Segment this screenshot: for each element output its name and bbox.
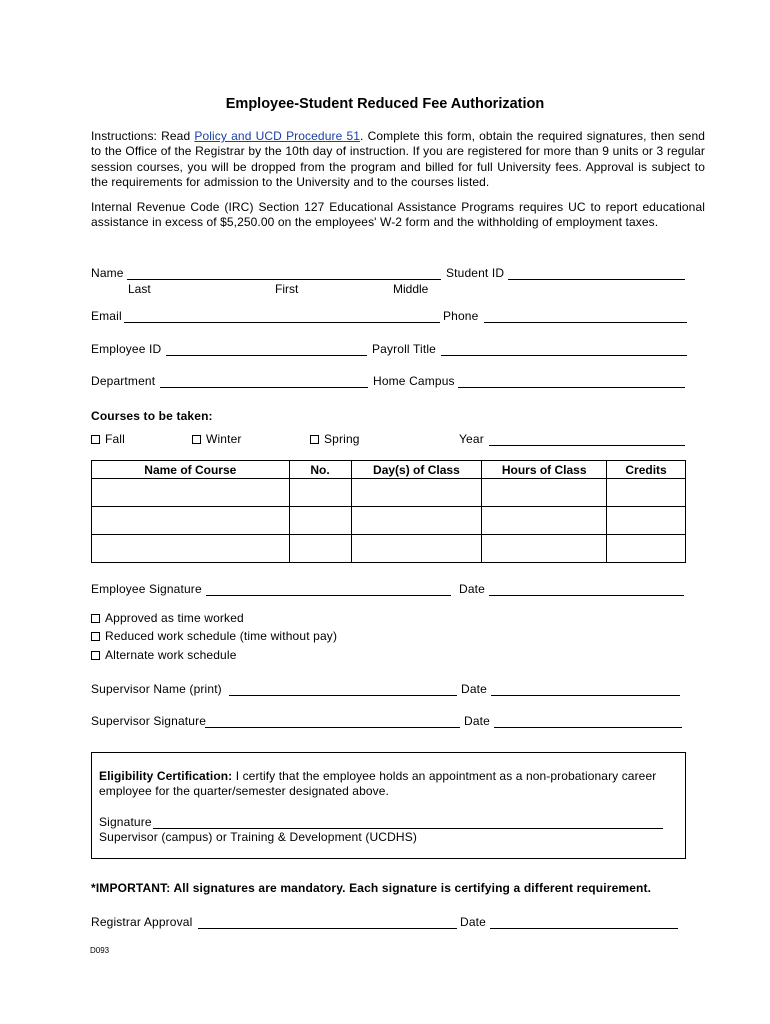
- term-winter-option[interactable]: [192, 432, 242, 446]
- eligibility-signature-label: Signature: [99, 815, 152, 829]
- home-campus-field[interactable]: [458, 387, 685, 388]
- employee-signature-label: Employee Signature: [91, 582, 202, 596]
- checkbox-icon[interactable]: [310, 435, 319, 444]
- irc-note: Internal Revenue Code (IRC) Section 127 Educational Assistance Programs requires UC to report educational assistance in excess of $5,250.00 on the employees' W-2 form and the withholding of employment taxes.: [91, 200, 705, 230]
- registrar-date-field[interactable]: [490, 928, 678, 929]
- supervisor-name-field[interactable]: [229, 695, 457, 696]
- course-number-cell[interactable]: [289, 535, 351, 563]
- name-middle-caption: Middle: [393, 282, 429, 296]
- checkbox-icon[interactable]: [91, 435, 100, 444]
- table-row: [92, 535, 686, 563]
- year-field[interactable]: [489, 445, 685, 446]
- eligibility-certification-box: [91, 752, 686, 859]
- column-header: Day(s) of Class: [351, 461, 482, 479]
- policy-link[interactable]: Policy and UCD Procedure 51: [194, 129, 361, 143]
- department-field[interactable]: [160, 387, 368, 388]
- checkbox-icon[interactable]: [192, 435, 201, 444]
- column-header: No.: [289, 461, 351, 479]
- supervisor-name-date-field[interactable]: [491, 695, 680, 696]
- course-number-cell[interactable]: [289, 479, 351, 507]
- form-title: Employee-Student Reduced Fee Authorization: [225, 96, 545, 112]
- eligibility-signature-field[interactable]: [153, 828, 663, 829]
- term-spring-option[interactable]: [310, 432, 360, 446]
- employee-signature-field[interactable]: [206, 595, 451, 596]
- course-credits-cell[interactable]: [607, 507, 686, 535]
- course-name-cell[interactable]: [92, 535, 290, 563]
- home-campus-label: Home Campus: [373, 374, 455, 388]
- course-days-cell[interactable]: [351, 479, 482, 507]
- term-winter-label: Winter: [206, 432, 242, 446]
- form-code: D093: [90, 946, 110, 955]
- name-field[interactable]: [127, 279, 441, 280]
- checkbox-icon[interactable]: [91, 632, 100, 641]
- term-fall-option[interactable]: [91, 432, 125, 446]
- courses-heading: Courses to be taken:: [91, 409, 213, 423]
- year-label: Year: [459, 432, 484, 446]
- work-option-label: Approved as time worked: [105, 611, 244, 625]
- work-option-label: Alternate work schedule: [105, 648, 237, 662]
- checkbox-icon[interactable]: [91, 651, 100, 660]
- eligibility-signer-caption: Supervisor (campus) or Training & Development (UCDHS): [99, 830, 418, 844]
- registrar-date-label: Date: [460, 915, 486, 929]
- important-note: *IMPORTANT: All signatures are mandatory. Each signature is certifying a different requirement.: [91, 881, 652, 895]
- column-header: Hours of Class: [482, 461, 607, 479]
- supervisor-signature-field[interactable]: [205, 727, 460, 728]
- registrar-approval-label: Registrar Approval: [91, 915, 193, 929]
- eligibility-heading: Eligibility Certification:: [99, 769, 233, 783]
- term-spring-label: Spring: [324, 432, 360, 446]
- supervisor-name-label: Supervisor Name (print): [91, 682, 222, 696]
- course-hours-cell[interactable]: [482, 507, 607, 535]
- employee-id-label: Employee ID: [91, 342, 162, 356]
- name-first-caption: First: [275, 282, 299, 296]
- supervisor-signature-date-label: Date: [464, 714, 490, 728]
- instructions-body: . Complete this form, obtain the required signatures, then send to the Office of the Registrar by the 10th day of instruction. If you are registered for more than 9 units or 3 regular session courses, you will be dropped from the program and billed for full University fees. Approval is subject to the requirements for admission to the University and to the courses listed.: [91, 129, 705, 190]
- instructions-paragraph: [91, 129, 705, 191]
- supervisor-signature-date-field[interactable]: [494, 727, 682, 728]
- name-last-caption: Last: [128, 282, 151, 296]
- table-header-row: [92, 461, 686, 479]
- checkbox-icon[interactable]: [91, 614, 100, 623]
- column-header: Credits: [607, 461, 686, 479]
- course-credits-cell[interactable]: [607, 479, 686, 507]
- course-credits-cell[interactable]: [607, 535, 686, 563]
- student-id-label: Student ID: [446, 266, 505, 280]
- name-label: Name: [91, 266, 124, 280]
- eligibility-text: I certify that the employee holds an appointment as a non-probationary career employee for the quarter/semester designated above.: [99, 769, 657, 799]
- employee-date-field[interactable]: [489, 595, 684, 596]
- eligibility-statement: [99, 769, 679, 800]
- work-option-label: Reduced work schedule (time without pay): [105, 629, 338, 643]
- phone-label: Phone: [443, 309, 479, 323]
- course-number-cell[interactable]: [289, 507, 351, 535]
- course-days-cell[interactable]: [351, 507, 482, 535]
- employee-id-field[interactable]: [166, 355, 367, 356]
- work-option-reduced[interactable]: [91, 629, 337, 643]
- supervisor-name-date-label: Date: [461, 682, 487, 696]
- work-option-alternate[interactable]: [91, 648, 237, 662]
- email-label: Email: [91, 309, 122, 323]
- work-option-approved[interactable]: [91, 611, 244, 625]
- course-name-cell[interactable]: [92, 479, 290, 507]
- department-label: Department: [91, 374, 156, 388]
- table-row: [92, 479, 686, 507]
- course-hours-cell[interactable]: [482, 479, 607, 507]
- course-hours-cell[interactable]: [482, 535, 607, 563]
- registrar-approval-field[interactable]: [198, 928, 457, 929]
- term-fall-label: Fall: [105, 432, 125, 446]
- phone-field[interactable]: [484, 322, 687, 323]
- course-name-cell[interactable]: [92, 507, 290, 535]
- employee-date-label: Date: [459, 582, 485, 596]
- payroll-title-field[interactable]: [441, 355, 687, 356]
- student-id-field[interactable]: [508, 279, 685, 280]
- table-row: [92, 507, 686, 535]
- supervisor-signature-label: Supervisor Signature: [91, 714, 207, 728]
- instructions-prefix: Instructions: Read: [91, 129, 195, 143]
- payroll-title-label: Payroll Title: [372, 342, 436, 356]
- courses-table: [91, 460, 686, 563]
- column-header: Name of Course: [92, 461, 290, 479]
- email-field[interactable]: [124, 322, 440, 323]
- course-days-cell[interactable]: [351, 535, 482, 563]
